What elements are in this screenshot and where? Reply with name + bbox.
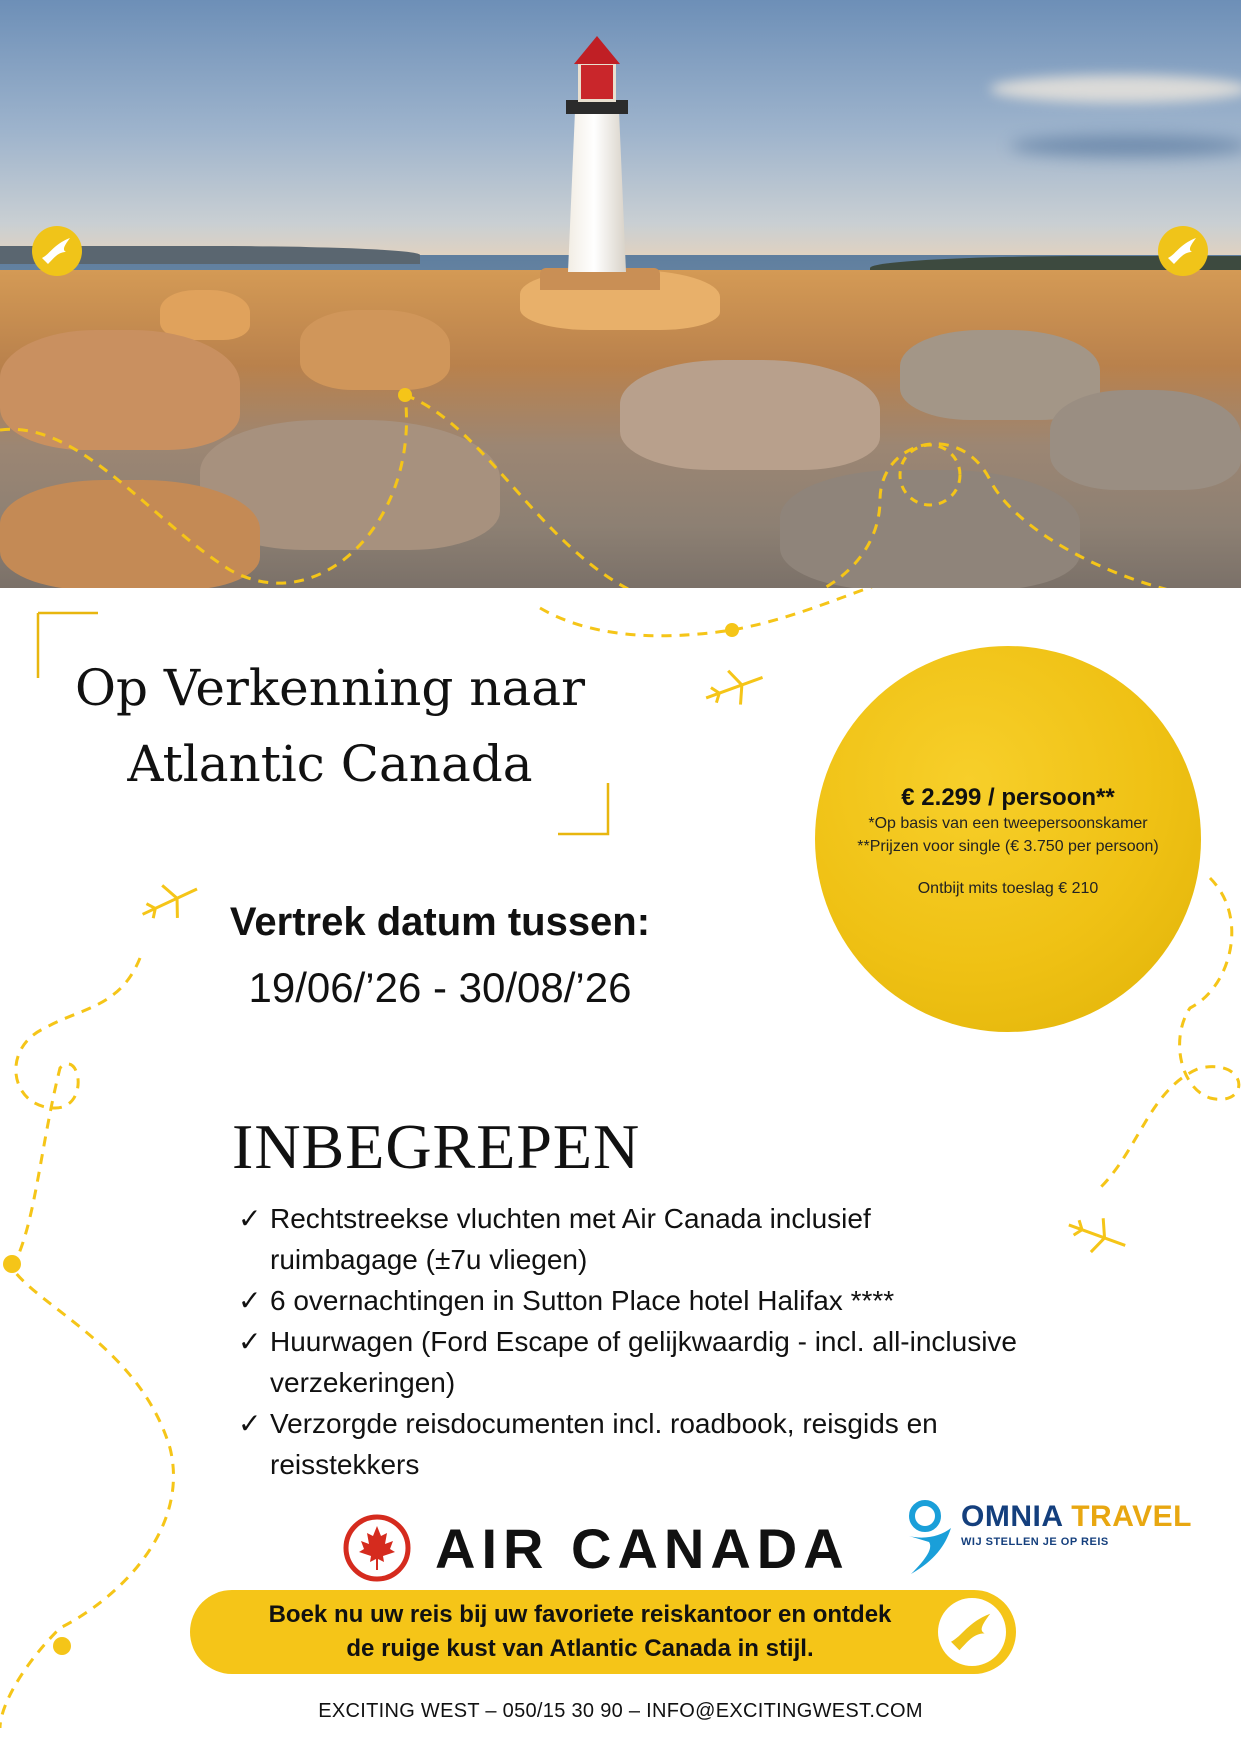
eagle-logo-icon xyxy=(938,1598,1006,1666)
price-main: € 2.299 / persoon** xyxy=(901,784,1115,811)
price-breakfast: Ontbijt mits toeslag € 210 xyxy=(917,880,1099,897)
cta-text: Boek nu uw reis bij uw favoriete reiskantoor en ontdek de ruige kust van Atlantic Canada in stijl. xyxy=(268,1601,892,1662)
list-item: ✓ Huurwagen (Ford Escape of gelijkwaardig - incl. all-inclusive verzekeringen) xyxy=(238,1321,1018,1403)
price-badge xyxy=(815,646,1201,1032)
list-item: ✓ 6 overnachtingen in Sutton Place hotel Halifax **** xyxy=(238,1280,1018,1321)
hero-photo xyxy=(0,0,1241,588)
price-note-single: **Prijzen voor single (€ 3.750 per persoon) xyxy=(857,838,1159,855)
omnia-wordmark: OMNIA TRAVEL xyxy=(961,1500,1193,1533)
page-title xyxy=(40,650,620,802)
air-canada-wordmark: AIR CANADA xyxy=(435,1516,850,1580)
price-note-double: *Op basis van een tweepersoonskamer xyxy=(868,815,1148,832)
air-canada-logo xyxy=(343,1508,850,1588)
check-icon: ✓ xyxy=(238,1408,262,1439)
included-heading: INBEGREPEN xyxy=(232,1111,641,1182)
flight-path-decoration xyxy=(0,0,1241,588)
title-line-1: Op Verkenning naar xyxy=(74,659,585,717)
omnia-travel-logo xyxy=(905,1500,1192,1576)
cta-banner xyxy=(190,1590,1016,1674)
list-item: ✓ Rechtstreekse vluchten met Air Canada inclusief ruimbagage (±7u vliegen) xyxy=(238,1198,1018,1280)
departure-label: Vertrek datum tussen: xyxy=(229,900,651,944)
footer-contact: EXCITING WEST – 050/15 30 90 – INFO@EXCITINGWEST.COM xyxy=(318,1700,923,1722)
omnia-figure-icon xyxy=(905,1500,955,1576)
check-icon: ✓ xyxy=(238,1285,262,1316)
title-line-2: Atlantic Canada xyxy=(127,735,533,793)
maple-leaf-icon xyxy=(343,1514,411,1582)
departure-dates: 19/06/’26 - 30/08/’26 xyxy=(248,964,632,1011)
included-list xyxy=(238,1198,1018,1485)
list-item: ✓ Verzorgde reisdocumenten incl. roadbook, reisgids en reisstekkers xyxy=(238,1403,1018,1485)
omnia-tagline: WIJ STELLEN JE OP REIS xyxy=(961,1536,1109,1548)
check-icon: ✓ xyxy=(238,1326,262,1357)
check-icon: ✓ xyxy=(238,1203,262,1234)
